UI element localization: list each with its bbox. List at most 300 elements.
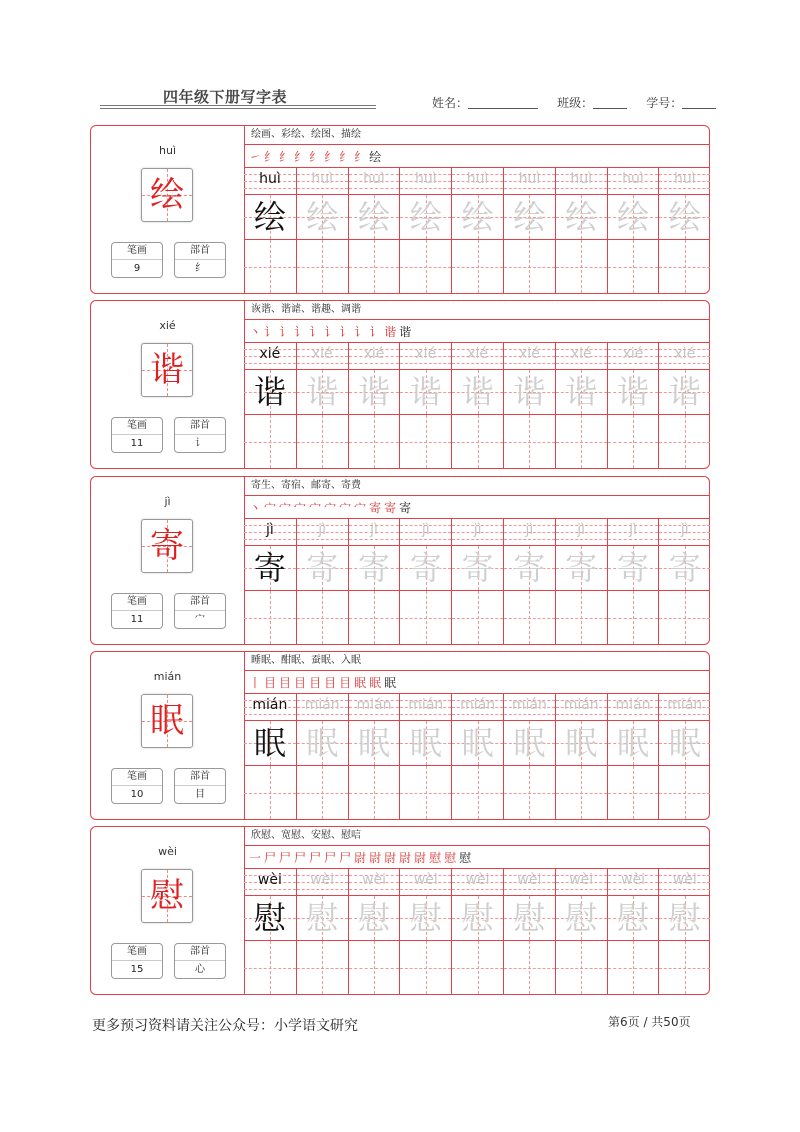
trace-pinyin: mián xyxy=(563,697,599,713)
trace-character: 眠 xyxy=(668,724,701,762)
blank-practice-cell[interactable] xyxy=(297,591,348,644)
writing-grid xyxy=(244,868,709,994)
stroke-step: 眠 xyxy=(384,676,397,690)
blank-practice-cell[interactable] xyxy=(452,941,503,994)
stroke-step: 讠 xyxy=(324,325,337,339)
title-underline-2 xyxy=(100,108,376,109)
example-words: 欣慰、宽慰、安慰、慰唁 xyxy=(251,830,361,841)
stroke-step: 纟 xyxy=(309,150,322,164)
blank-practice-cell[interactable] xyxy=(608,415,659,468)
writing-column[interactable] xyxy=(451,342,503,468)
example-words: 绘画、彩绘、绘图、描绘 xyxy=(251,129,361,140)
stroke-step: 丨 xyxy=(249,676,262,690)
radical-box xyxy=(174,417,226,453)
blank-practice-cell[interactable] xyxy=(400,941,451,994)
trace-character: 绘 xyxy=(565,198,598,236)
summary-character: 谐 xyxy=(150,350,184,390)
page-title: 四年级下册写字表 xyxy=(163,88,288,106)
blank-practice-cell[interactable] xyxy=(659,941,710,994)
trace-character: 绘 xyxy=(668,198,701,236)
blank-practice-cell[interactable] xyxy=(400,240,451,293)
name-label: 姓名： xyxy=(432,96,469,110)
trace-pinyin: jì xyxy=(680,522,689,538)
writing-column[interactable] xyxy=(503,693,555,819)
stroke-step: 丶 xyxy=(249,325,262,339)
stroke-step: 谐 xyxy=(399,325,412,339)
writing-column[interactable] xyxy=(296,693,348,819)
summary-char-box xyxy=(141,869,193,923)
blank-practice-cell[interactable] xyxy=(244,240,296,293)
stroke-count-value: 9 xyxy=(133,263,141,274)
radical-value: 宀 xyxy=(195,614,205,625)
writing-column[interactable] xyxy=(399,167,451,293)
trace-pinyin: xié xyxy=(622,346,644,362)
stroke-step: 目 xyxy=(309,676,322,690)
trace-pinyin: wèi xyxy=(413,872,438,888)
writing-column[interactable] xyxy=(348,518,400,644)
writing-column[interactable] xyxy=(399,342,451,468)
trace-character: 绘 xyxy=(616,198,649,236)
blank-practice-cell[interactable] xyxy=(452,591,503,644)
summary-character: 慰 xyxy=(150,876,184,916)
trace-character: 绘 xyxy=(513,198,546,236)
stroke-count-box xyxy=(111,768,163,804)
trace-pinyin: xié xyxy=(674,346,696,362)
blank-practice-cell[interactable] xyxy=(349,591,400,644)
blank-practice-cell[interactable] xyxy=(659,415,710,468)
stroke-order xyxy=(249,848,474,868)
character-card xyxy=(90,125,710,294)
radical-label: 部首 xyxy=(175,594,225,611)
trace-pinyin: wèi xyxy=(465,872,490,888)
stroke-step: 寄 xyxy=(384,501,397,515)
example-words: 寄生、寄宿、邮寄、寄费 xyxy=(251,480,361,491)
trace-character: 绘 xyxy=(357,198,390,236)
trace-character: 眠 xyxy=(513,724,546,762)
writing-column[interactable] xyxy=(399,693,451,819)
stroke-step: 纟 xyxy=(339,150,352,164)
stroke-order xyxy=(249,147,384,167)
writing-column xyxy=(244,868,296,994)
blank-practice-cell[interactable] xyxy=(400,415,451,468)
radical-box xyxy=(174,943,226,979)
model-character: 谐 xyxy=(253,373,286,411)
trace-pinyin: huì xyxy=(363,171,385,187)
practice-area xyxy=(244,652,709,819)
blank-practice-cell[interactable] xyxy=(244,591,296,644)
writing-column[interactable] xyxy=(348,868,400,994)
trace-pinyin: wèi xyxy=(672,872,697,888)
writing-column[interactable] xyxy=(555,518,607,644)
writing-column[interactable] xyxy=(296,342,348,468)
radical-label: 部首 xyxy=(175,769,225,786)
stroke-step: 慰 xyxy=(444,851,457,865)
summary-char-box xyxy=(141,168,193,222)
writing-column[interactable] xyxy=(296,167,348,293)
model-pinyin: jì xyxy=(266,522,274,538)
writing-grid xyxy=(244,693,709,819)
stroke-step: 讠 xyxy=(339,325,352,339)
radical-box xyxy=(174,242,226,278)
blank-practice-cell[interactable] xyxy=(452,240,503,293)
blank-practice-cell[interactable] xyxy=(556,941,607,994)
stroke-step: 慰 xyxy=(459,851,472,865)
stroke-count-label: 笔画 xyxy=(112,944,162,961)
radical-label: 部首 xyxy=(175,944,225,961)
trace-character: 眠 xyxy=(357,724,390,762)
writing-column[interactable] xyxy=(607,868,659,994)
trace-pinyin: wèi xyxy=(362,872,386,888)
radical-value: 讠 xyxy=(195,438,205,449)
stroke-step: ㇀ xyxy=(249,150,262,164)
trace-character: 慰 xyxy=(461,899,494,937)
stroke-step: 讠 xyxy=(369,325,382,339)
trace-pinyin: huì xyxy=(622,171,644,187)
summary-char-box xyxy=(141,343,193,397)
trace-character: 寄 xyxy=(668,549,701,587)
trace-character: 慰 xyxy=(513,899,546,937)
stroke-count-value: 10 xyxy=(130,789,144,800)
trace-character: 谐 xyxy=(409,373,442,411)
trace-character: 慰 xyxy=(565,899,598,937)
trace-pinyin: huì xyxy=(673,171,696,187)
stroke-order xyxy=(249,673,399,693)
stroke-count-label: 笔画 xyxy=(112,594,162,611)
trace-pinyin: jì xyxy=(370,522,378,538)
trace-pinyin: mián xyxy=(304,697,340,713)
stroke-step: 宀 xyxy=(264,501,277,515)
summary-pinyin: xié xyxy=(159,319,176,332)
class-label: 班级： xyxy=(557,96,594,110)
trace-character: 寄 xyxy=(565,549,598,587)
blank-practice-cell[interactable] xyxy=(297,941,348,994)
writing-column[interactable] xyxy=(658,342,710,468)
trace-character: 寄 xyxy=(616,549,649,587)
radical-box xyxy=(174,593,226,629)
stroke-step: 纟 xyxy=(264,150,277,164)
stroke-count-box xyxy=(111,417,163,453)
blank-practice-cell[interactable] xyxy=(244,766,296,819)
writing-column[interactable] xyxy=(555,868,607,994)
stroke-step: 目 xyxy=(294,676,307,690)
trace-character: 寄 xyxy=(357,549,390,587)
blank-practice-cell[interactable] xyxy=(556,591,607,644)
trace-pinyin: huì xyxy=(570,171,593,187)
summary-pinyin: wèi xyxy=(158,845,177,858)
stroke-step: 尉 xyxy=(369,851,382,865)
blank-practice-cell[interactable] xyxy=(608,766,659,819)
stroke-step: 绘 xyxy=(369,150,382,164)
writing-column[interactable] xyxy=(607,342,659,468)
practice-area xyxy=(244,301,709,468)
writing-column xyxy=(244,167,296,293)
stroke-step: 讠 xyxy=(294,325,307,339)
blank-practice-cell[interactable] xyxy=(452,415,503,468)
writing-column[interactable] xyxy=(607,518,659,644)
stroke-step: 尸 xyxy=(264,851,277,865)
radical-value: 纟 xyxy=(195,263,205,274)
stroke-step: 宀 xyxy=(279,501,292,515)
stroke-step: 寄 xyxy=(369,501,382,515)
example-words: 睡眠、酣眠、蚕眠、入眠 xyxy=(251,655,361,666)
trace-pinyin: xié xyxy=(467,346,488,362)
writing-column[interactable] xyxy=(451,518,503,644)
summary-character: 眠 xyxy=(150,701,184,741)
trace-character: 眠 xyxy=(461,724,494,762)
writing-column[interactable] xyxy=(555,342,607,468)
trace-pinyin: mián xyxy=(356,697,392,713)
writing-column[interactable] xyxy=(451,167,503,293)
trace-pinyin: wèi xyxy=(310,872,335,888)
stroke-step: 尸 xyxy=(294,851,307,865)
writing-column[interactable] xyxy=(607,693,659,819)
radical-label: 部首 xyxy=(175,418,225,435)
stroke-order xyxy=(249,322,414,342)
example-words: 诙谐、谐谑、谐趣、调谐 xyxy=(251,304,361,315)
trace-pinyin: mián xyxy=(460,697,496,713)
trace-pinyin: jì xyxy=(629,522,637,538)
writing-column xyxy=(244,518,296,644)
writing-column[interactable] xyxy=(399,518,451,644)
blank-practice-cell[interactable] xyxy=(400,591,451,644)
trace-character: 寄 xyxy=(513,549,546,587)
writing-column[interactable] xyxy=(658,167,710,293)
trace-character: 眠 xyxy=(306,724,339,762)
trace-character: 慰 xyxy=(616,899,649,937)
trace-character: 谐 xyxy=(306,373,339,411)
trace-character: 谐 xyxy=(357,373,390,411)
writing-grid xyxy=(244,167,709,293)
trace-pinyin: huì xyxy=(518,171,541,187)
stroke-step: 谐 xyxy=(384,325,397,339)
stroke-step: 丶 xyxy=(249,501,262,515)
blank-practice-cell[interactable] xyxy=(659,591,710,644)
stroke-step: 尉 xyxy=(414,851,427,865)
trace-pinyin: mián xyxy=(667,697,703,713)
trace-character: 谐 xyxy=(668,373,701,411)
character-summary xyxy=(91,126,245,293)
summary-character: 绘 xyxy=(150,175,184,215)
trace-character: 眠 xyxy=(616,724,649,762)
stroke-count-label: 笔画 xyxy=(112,769,162,786)
stroke-step: 纟 xyxy=(354,150,367,164)
blank-practice-cell[interactable] xyxy=(349,766,400,819)
trace-pinyin: huì xyxy=(466,171,489,187)
blank-practice-cell[interactable] xyxy=(556,766,607,819)
trace-pinyin: jì xyxy=(473,522,482,538)
blank-practice-cell[interactable] xyxy=(659,766,710,819)
blank-practice-cell[interactable] xyxy=(297,240,348,293)
blank-practice-cell[interactable] xyxy=(504,240,555,293)
writing-column[interactable] xyxy=(555,167,607,293)
stroke-step: 宀 xyxy=(324,501,337,515)
writing-column[interactable] xyxy=(451,693,503,819)
blank-practice-cell[interactable] xyxy=(608,591,659,644)
stroke-step: 纟 xyxy=(279,150,292,164)
blank-practice-cell[interactable] xyxy=(608,941,659,994)
trace-pinyin: mián xyxy=(511,697,547,713)
number-field[interactable] xyxy=(682,96,716,109)
practice-area xyxy=(244,827,709,994)
trace-character: 谐 xyxy=(461,373,494,411)
writing-column[interactable] xyxy=(607,167,659,293)
practice-area xyxy=(244,477,709,644)
radical-label: 部首 xyxy=(175,243,225,260)
character-summary xyxy=(91,652,245,819)
blank-practice-cell[interactable] xyxy=(400,766,451,819)
blank-practice-cell[interactable] xyxy=(349,415,400,468)
trace-character: 绘 xyxy=(409,198,442,236)
trace-character: 谐 xyxy=(565,373,598,411)
stroke-step: 纟 xyxy=(324,150,337,164)
writing-column[interactable] xyxy=(503,518,555,644)
stroke-order xyxy=(249,498,414,518)
footer-promo: 更多预习资料请关注公众号：小学语文研究 xyxy=(92,1018,358,1034)
trace-pinyin: huì xyxy=(414,171,437,187)
stroke-step: 宀 xyxy=(339,501,352,515)
trace-pinyin: wèi xyxy=(517,872,542,888)
character-card xyxy=(90,651,710,820)
trace-pinyin: mián xyxy=(408,697,444,713)
trace-character: 慰 xyxy=(357,899,390,937)
writing-column[interactable] xyxy=(451,868,503,994)
stroke-step: 一 xyxy=(249,851,262,865)
blank-practice-cell[interactable] xyxy=(504,766,555,819)
stroke-step: 眠 xyxy=(354,676,367,690)
stroke-step: 目 xyxy=(279,676,292,690)
name-field[interactable] xyxy=(468,96,538,109)
stroke-count-box xyxy=(111,943,163,979)
writing-column[interactable] xyxy=(658,693,710,819)
trace-pinyin: wèi xyxy=(621,872,645,888)
summary-char-box xyxy=(141,694,193,748)
stroke-step: 尉 xyxy=(384,851,397,865)
summary-pinyin: jì xyxy=(164,495,171,508)
writing-column[interactable] xyxy=(658,518,710,644)
trace-pinyin: xié xyxy=(570,346,592,362)
trace-pinyin: xié xyxy=(415,346,437,362)
model-pinyin: xié xyxy=(259,346,281,362)
trace-character: 寄 xyxy=(306,549,339,587)
stroke-step: 目 xyxy=(264,676,277,690)
stroke-count-value: 11 xyxy=(130,614,144,625)
writing-column[interactable] xyxy=(503,167,555,293)
stroke-count-label: 笔画 xyxy=(112,418,162,435)
model-character: 寄 xyxy=(253,549,286,587)
title-underline xyxy=(100,105,376,106)
stroke-count-value: 15 xyxy=(130,964,144,975)
summary-pinyin: mián xyxy=(153,670,182,683)
stroke-step: 讠 xyxy=(309,325,322,339)
blank-practice-cell[interactable] xyxy=(244,941,296,994)
stroke-count-box xyxy=(111,242,163,278)
stroke-step: 尉 xyxy=(399,851,412,865)
blank-practice-cell[interactable] xyxy=(349,240,400,293)
stroke-step: 慰 xyxy=(429,851,442,865)
blank-practice-cell[interactable] xyxy=(349,941,400,994)
trace-pinyin: jì xyxy=(577,522,586,538)
blank-practice-cell[interactable] xyxy=(452,766,503,819)
number-label: 学号： xyxy=(646,96,683,110)
blank-practice-cell[interactable] xyxy=(504,591,555,644)
blank-practice-cell[interactable] xyxy=(659,240,710,293)
blank-practice-cell[interactable] xyxy=(297,766,348,819)
stroke-step: 目 xyxy=(339,676,352,690)
trace-character: 绘 xyxy=(306,198,339,236)
trace-character: 谐 xyxy=(513,373,546,411)
blank-practice-cell[interactable] xyxy=(244,415,296,468)
blank-practice-cell[interactable] xyxy=(608,240,659,293)
stroke-count-box xyxy=(111,593,163,629)
writing-column[interactable] xyxy=(555,693,607,819)
trace-character: 眠 xyxy=(409,724,442,762)
blank-practice-cell[interactable] xyxy=(556,415,607,468)
page-indicator: 第6页 / 共50页 xyxy=(608,1015,691,1029)
blank-practice-cell[interactable] xyxy=(504,941,555,994)
blank-practice-cell[interactable] xyxy=(504,415,555,468)
blank-practice-cell[interactable] xyxy=(297,415,348,468)
writing-column[interactable] xyxy=(348,342,400,468)
summary-pinyin: huì xyxy=(159,144,176,157)
writing-column[interactable] xyxy=(296,518,348,644)
practice-area xyxy=(244,126,709,293)
trace-character: 谐 xyxy=(616,373,649,411)
writing-column[interactable] xyxy=(503,868,555,994)
writing-column[interactable] xyxy=(399,868,451,994)
writing-column[interactable] xyxy=(503,342,555,468)
stroke-step: 尸 xyxy=(309,851,322,865)
stroke-step: 宀 xyxy=(294,501,307,515)
stroke-step: 纟 xyxy=(294,150,307,164)
writing-column[interactable] xyxy=(296,868,348,994)
model-pinyin: huì xyxy=(259,171,281,187)
trace-character: 慰 xyxy=(409,899,442,937)
model-character: 眠 xyxy=(253,724,286,762)
stroke-step: 尸 xyxy=(339,851,352,865)
character-summary xyxy=(91,477,245,644)
trace-pinyin: xié xyxy=(363,346,385,362)
trace-character: 绘 xyxy=(461,198,494,236)
model-pinyin: wèi xyxy=(257,872,282,888)
trace-pinyin: huì xyxy=(311,171,334,187)
model-character: 绘 xyxy=(253,198,286,236)
stroke-count-label: 笔画 xyxy=(112,243,162,260)
character-card xyxy=(90,300,710,469)
character-card xyxy=(90,476,710,645)
model-pinyin: mián xyxy=(252,697,288,713)
trace-pinyin: mián xyxy=(615,697,651,713)
writing-grid xyxy=(244,342,709,468)
stroke-step: 宀 xyxy=(354,501,367,515)
writing-column[interactable] xyxy=(348,693,400,819)
student-info-bar xyxy=(432,94,716,111)
stroke-step: 讠 xyxy=(354,325,367,339)
character-summary xyxy=(91,301,245,468)
stroke-step: 尸 xyxy=(324,851,337,865)
writing-column[interactable] xyxy=(658,868,710,994)
trace-character: 慰 xyxy=(668,899,701,937)
radical-value: 目 xyxy=(195,789,205,800)
stroke-step: 眠 xyxy=(369,676,382,690)
trace-pinyin: jì xyxy=(421,522,430,538)
trace-character: 慰 xyxy=(306,899,339,937)
writing-column xyxy=(244,342,296,468)
writing-column[interactable] xyxy=(348,167,400,293)
writing-grid xyxy=(244,518,709,644)
blank-practice-cell[interactable] xyxy=(556,240,607,293)
stroke-step: 宀 xyxy=(309,501,322,515)
class-field[interactable] xyxy=(593,96,627,109)
